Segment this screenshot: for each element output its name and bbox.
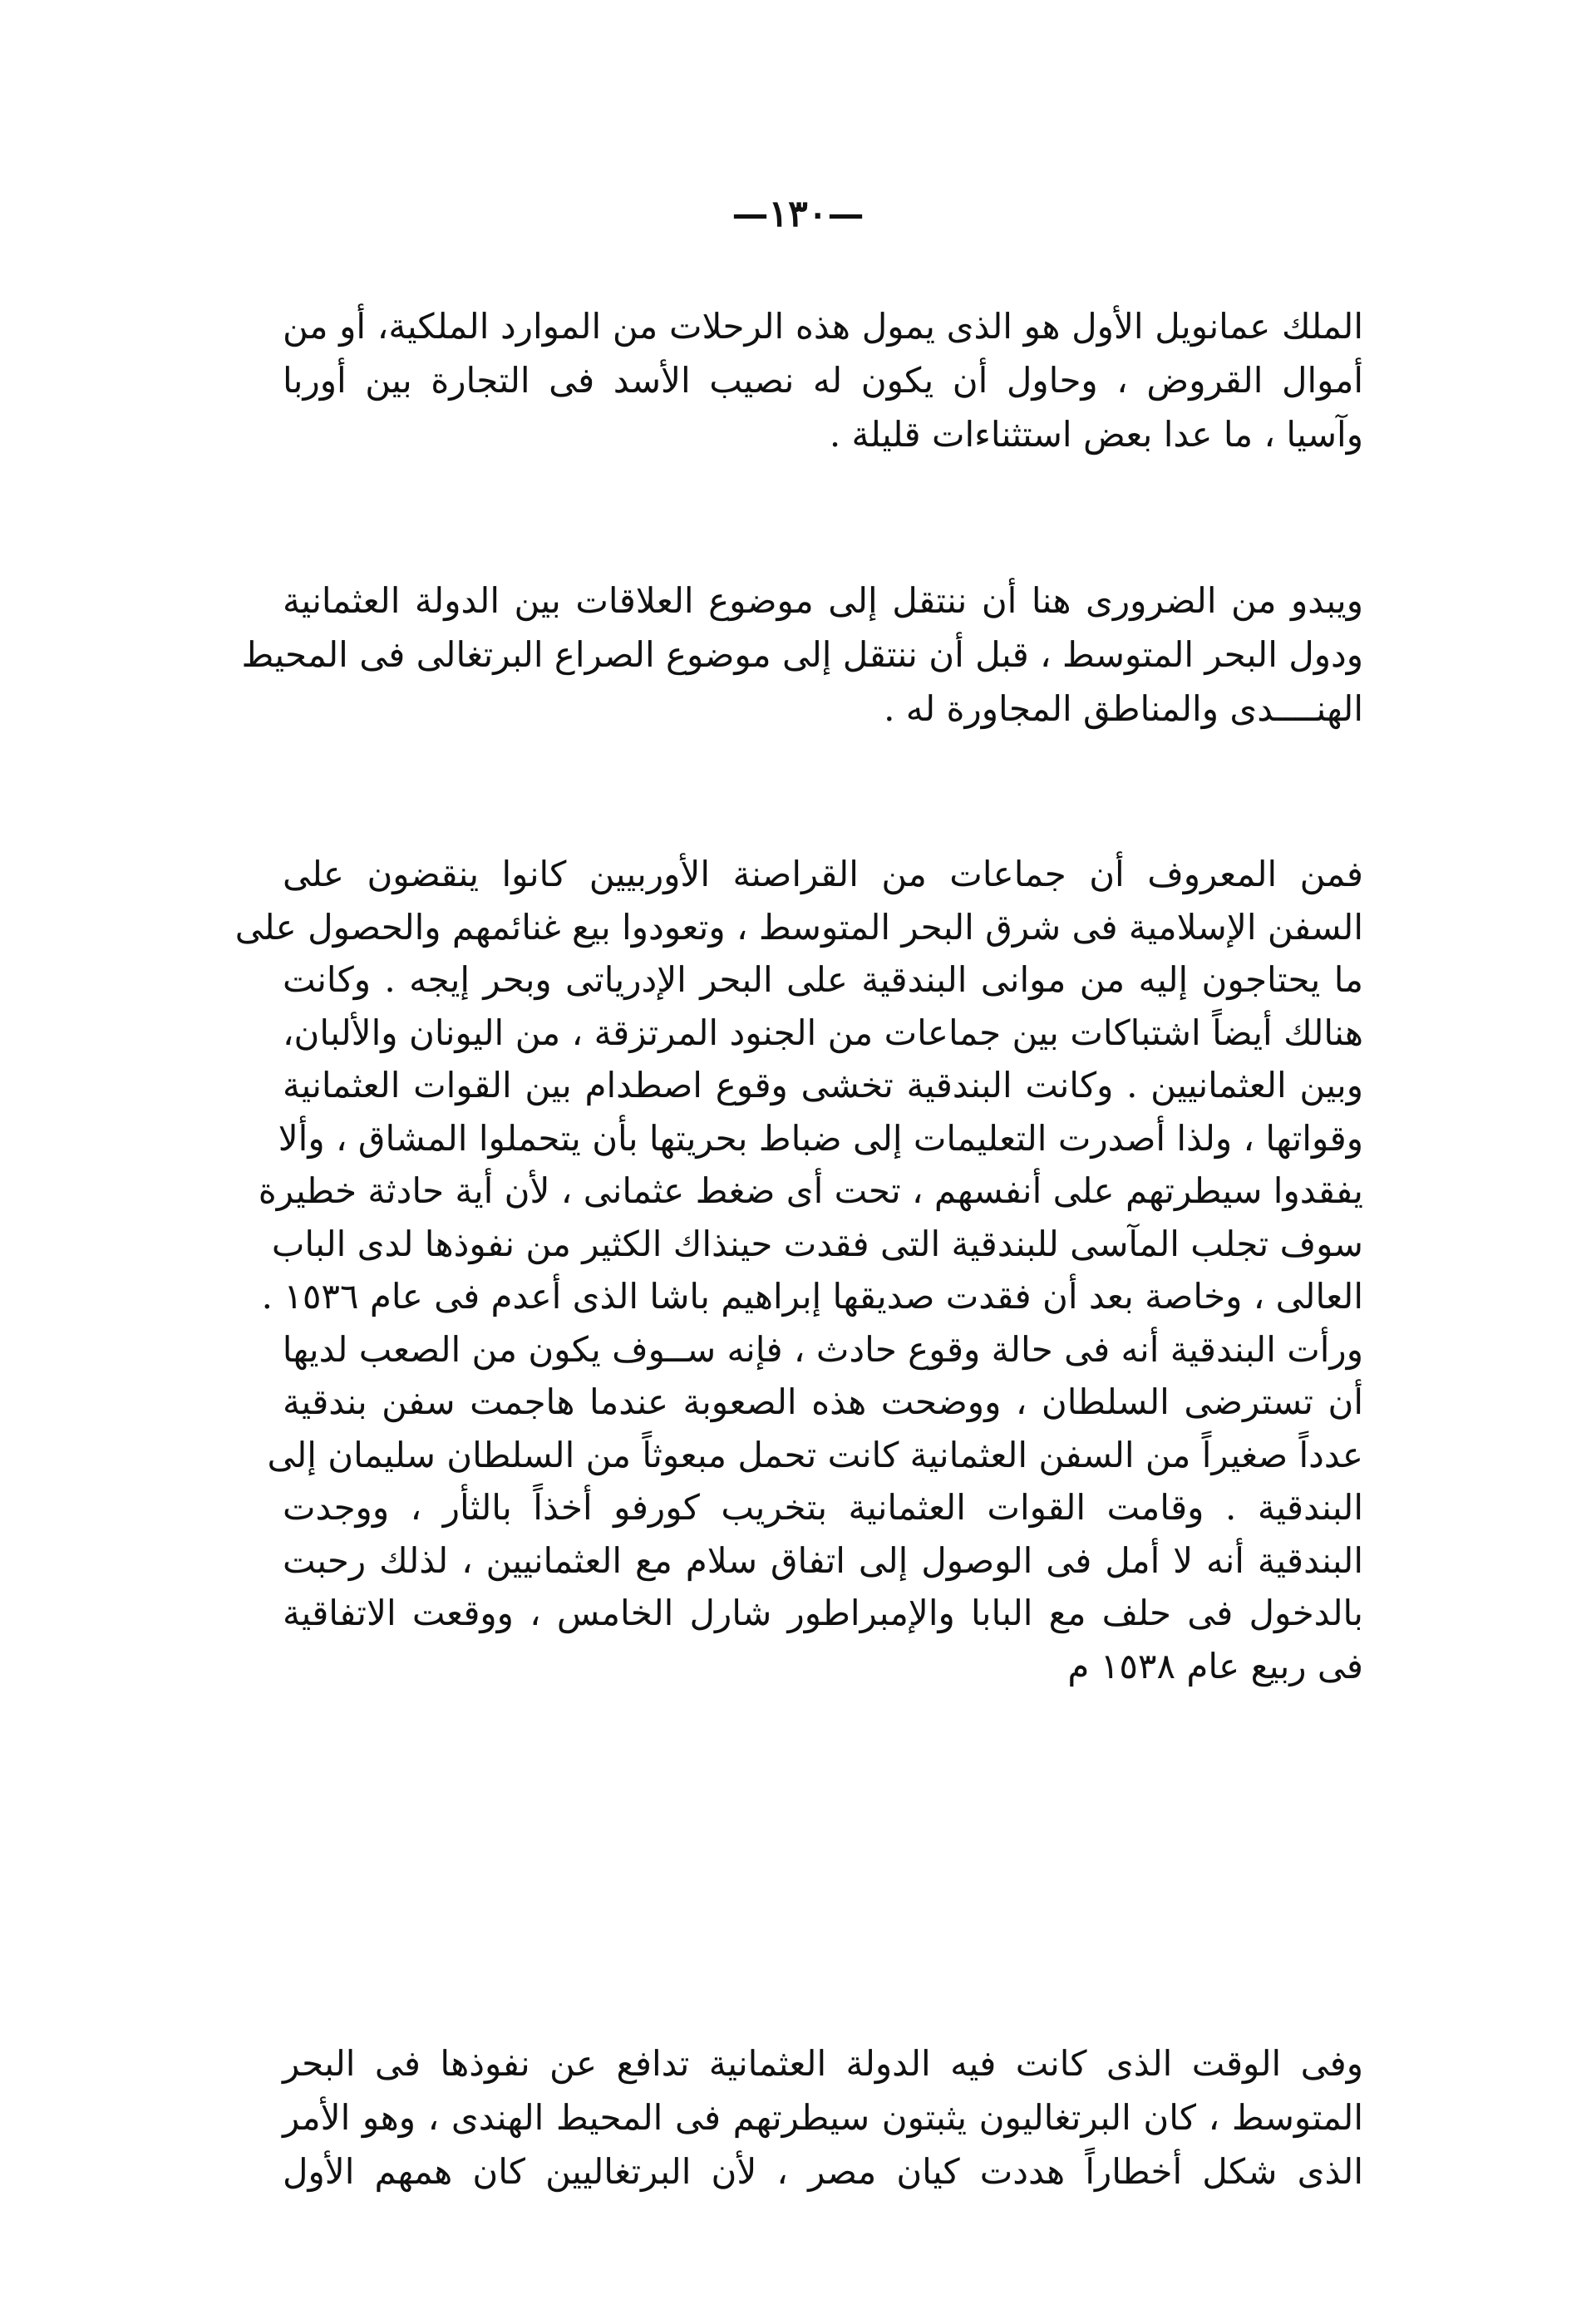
text-line: العالى ، وخاصة بعد أن فقدت صديقها إبراهيم باشا الذى أعدم فى عام ١٥٣٦ . <box>261 1276 1363 1317</box>
text-line: وآسيا ، ما عدا بعض استثناءات قليلة . <box>829 414 1363 455</box>
text-line: بالدخول فى حلف مع البابا والإمبراطور شارل الخامس ، ووقعت الاتفاقية <box>283 1593 1363 1633</box>
text-line: الهنــــدى والمناطق المجاورة له . <box>884 688 1363 729</box>
paragraph <box>283 2036 1363 2198</box>
text-line: هنالك أيضاً اشتباكات بين جماعات من الجنود المرتزقة ، من اليونان والألبان، <box>283 1012 1363 1053</box>
text-line: يفقدوا سيطرتهم على أنفسهم ، تحت أى ضغط عثمانى ، لأن أية حادثة خطيرة <box>258 1170 1363 1211</box>
text-line: وقواتها ، ولذا أصدرت التعليمات إلى ضباط بحريتها بأن يتحملوا المشاق ، وألا <box>278 1117 1363 1159</box>
text-line: فى ربيع عام ١٥٣٨ م <box>1067 1645 1363 1686</box>
text-line: أموال القروض ، وحاول أن يكون له نصيب الأسد فى التجارة بين أوربا <box>283 360 1363 401</box>
text-line: ودول البحر المتوسط ، قبل أن ننتقل إلى موضوع الصراع البرتغالى فى المحيط <box>241 634 1363 675</box>
page-number: —١٣٠— <box>732 193 864 235</box>
text-line: الذى شكل أخطاراً هددت كيان مصر ، لأن البرتغاليين كان همهم الأول <box>283 2151 1363 2192</box>
text-line: المتوسط ، كان البرتغاليون يثبتون سيطرتهم فى المحيط الهندى ، وهو الأمر <box>283 2097 1363 2138</box>
text-line: وفى الوقت الذى كانت فيه الدولة العثمانية تدافع عن نفوذها فى البحر <box>283 2043 1363 2084</box>
text-line: سوف تجلب المآسى للبندقية التى فقدت حينذاك الكثير من نفوذها لدى الباب <box>271 1223 1363 1264</box>
text-line: فمن المعروف أن جماعات من القراصنة الأوربيين كانوا ينقضون على <box>283 854 1363 894</box>
text-line: عدداً صغيراً من السفن العثمانية كانت تحمل مبعوثاً من السلطان سليمان إلى <box>267 1434 1363 1475</box>
text-line: ورأت البندقية أنه فى حالة وقوع حادث ، فإنه ســوف يكون من الصعب لديها <box>282 1328 1363 1370</box>
text-line: البندقية أنه لا أمل فى الوصول إلى اتفاق سلام مع العثمانيين ، لذلك رحبت <box>283 1539 1363 1581</box>
text-line: ما يحتاجون إليه من موانى البندقية على البحر الإدرياتى وبحر إيجه . وكانت <box>283 959 1363 1000</box>
paragraph <box>241 574 1363 736</box>
paragraph <box>283 299 1363 461</box>
text-line: ويبدو من الضرورى هنا أن ننتقل إلى موضوع العلاقات بين الدولة العثمانية <box>283 580 1363 621</box>
text-line: البندقية . وقامت القوات العثمانية بتخريب كورفو أخذاً بالثأر ، ووجدت <box>283 1487 1363 1528</box>
paragraph <box>234 848 1363 1692</box>
text-line: أن تسترضى السلطان ، ووضحت هذه الصعوبة عندما هاجمت سفن بندقية <box>283 1381 1363 1422</box>
text-line: السفن الإسلامية فى شرق البحر المتوسط ، وتعودوا بيع غنائمهم والحصول على <box>234 906 1363 948</box>
text-line: الملك عمانويل الأول هو الذى يمول هذه الرحلات من الموارد الملكية، أو من <box>283 306 1363 347</box>
text-line: وبين العثمانيين . وكانت البندقية تخشى وقوع اصطدام بين القوات العثمانية <box>283 1065 1363 1105</box>
